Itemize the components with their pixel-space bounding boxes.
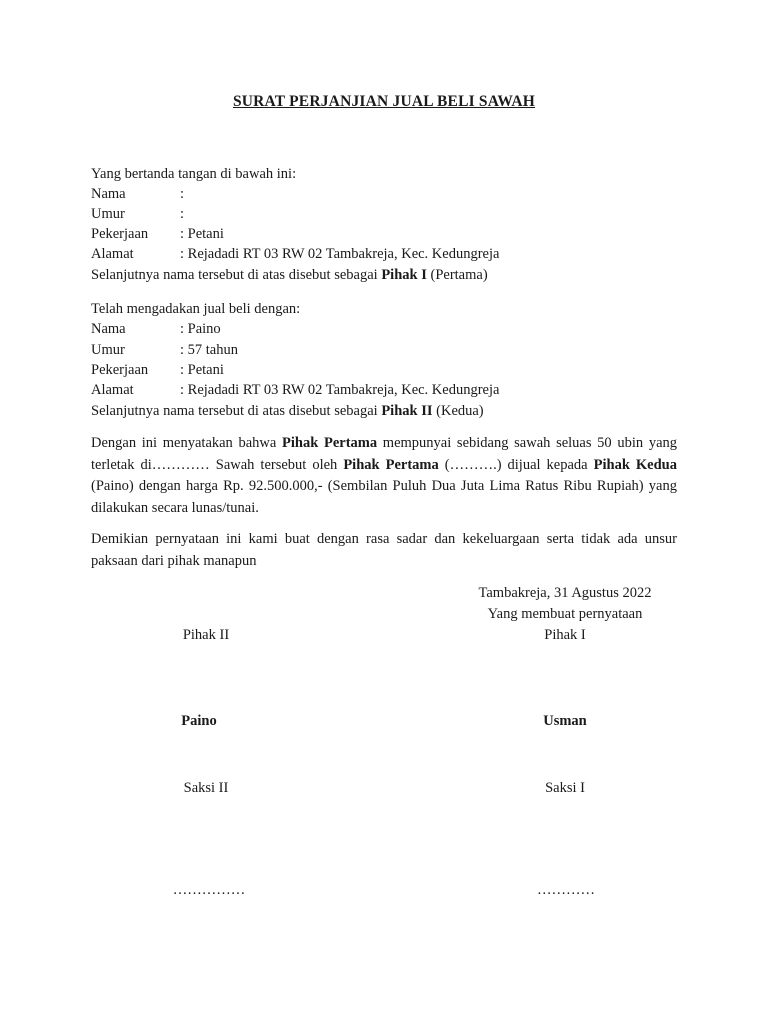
field-label: Umur — [91, 206, 125, 222]
field-value: : 57 tahun — [180, 342, 238, 358]
field-label: Pekerjaan — [91, 226, 149, 242]
field-label: Alamat — [91, 382, 134, 398]
party2-closing — [91, 401, 484, 421]
field-value: : Rejadadi RT 03 RW 02 Tambakreja, Kec. Kedungreja — [180, 382, 500, 398]
intro-text: Yang bertanda tangan di bawah ini: — [91, 166, 297, 182]
right-witness: Saksi I — [545, 780, 585, 796]
closing-text: Selanjutnya nama tersebut di atas disebut sebagai — [91, 403, 382, 419]
party2-name-row — [91, 319, 221, 339]
field-label: Nama — [91, 186, 126, 202]
party2-job-row — [91, 360, 224, 380]
party1-job-row — [91, 224, 224, 244]
field-value: : — [180, 206, 185, 222]
right-witness-signature-dots: ………… — [537, 882, 595, 898]
statement-text: (……….) dijual kepada — [438, 456, 594, 473]
field-value: : Paino — [180, 321, 221, 337]
party1-closing — [91, 265, 488, 285]
field-value: : Petani — [180, 226, 224, 242]
field-value: : — [180, 186, 185, 202]
declaration-paragraph — [91, 529, 677, 572]
field-label: Umur — [91, 342, 125, 358]
field-label: Pekerjaan — [91, 362, 149, 378]
statement-text: Dengan ini menyatakan bahwa — [91, 435, 283, 451]
statement-bold: Pihak Pertama — [282, 435, 378, 451]
statement-text: (Paino) dengan harga Rp. 92.500.000,- (Sembilan Puluh Dua Juta Lima Ratus Ribu Rupiah) yang dilakukan secara lunas/tunai. — [91, 478, 677, 516]
closing-text: (Pertama) — [426, 267, 488, 283]
party1-designation: Pihak I — [381, 267, 427, 283]
made-by-label: Yang membuat pernyataan — [487, 606, 643, 622]
party1-age-row — [91, 204, 184, 224]
field-value: : Rejadadi RT 03 RW 02 Tambakreja, Kec. Kedungreja — [180, 246, 500, 262]
party2-designation: Pihak II — [381, 403, 433, 419]
document-title: SURAT PERJANJIAN JUAL BELI SAWAH — [232, 93, 536, 110]
statement-bold: Pihak Kedua — [593, 456, 677, 473]
field-label: Alamat — [91, 246, 134, 262]
transition-text: Telah mengadakan jual beli dengan: — [91, 301, 301, 317]
statement-paragraph — [91, 433, 677, 519]
party2-age-row — [91, 340, 238, 360]
left-witness: Saksi II — [183, 780, 229, 796]
right-signer-name: Usman — [543, 713, 587, 729]
statement-text: mempunyai sebidang sawah seluas 50 ubin yang terletak di………… Sawah tersebut oleh — [91, 435, 678, 473]
statement-bold: Pihak Pertama — [343, 456, 439, 473]
declaration-text: Demikian pernyataan ini kami buat dengan rasa sadar dan kekeluargaan serta tidak ada unsur paksaan dari pihak manapun — [91, 531, 677, 569]
left-signer-name: Paino — [181, 713, 217, 729]
party1-address-row — [91, 244, 499, 264]
party1-name-row — [91, 184, 184, 204]
left-role: Pihak II — [182, 627, 230, 643]
field-value: : Petani — [180, 362, 224, 378]
left-witness-signature-dots: …………… — [172, 882, 246, 898]
place-date: Tambakreja, 31 Agustus 2022 — [478, 585, 652, 601]
field-label: Nama — [91, 321, 126, 337]
closing-text: (Kedua) — [432, 403, 484, 419]
right-role: Pihak I — [544, 627, 586, 643]
party2-address-row — [91, 380, 499, 400]
closing-text: Selanjutnya nama tersebut di atas disebut sebagai — [91, 267, 382, 283]
